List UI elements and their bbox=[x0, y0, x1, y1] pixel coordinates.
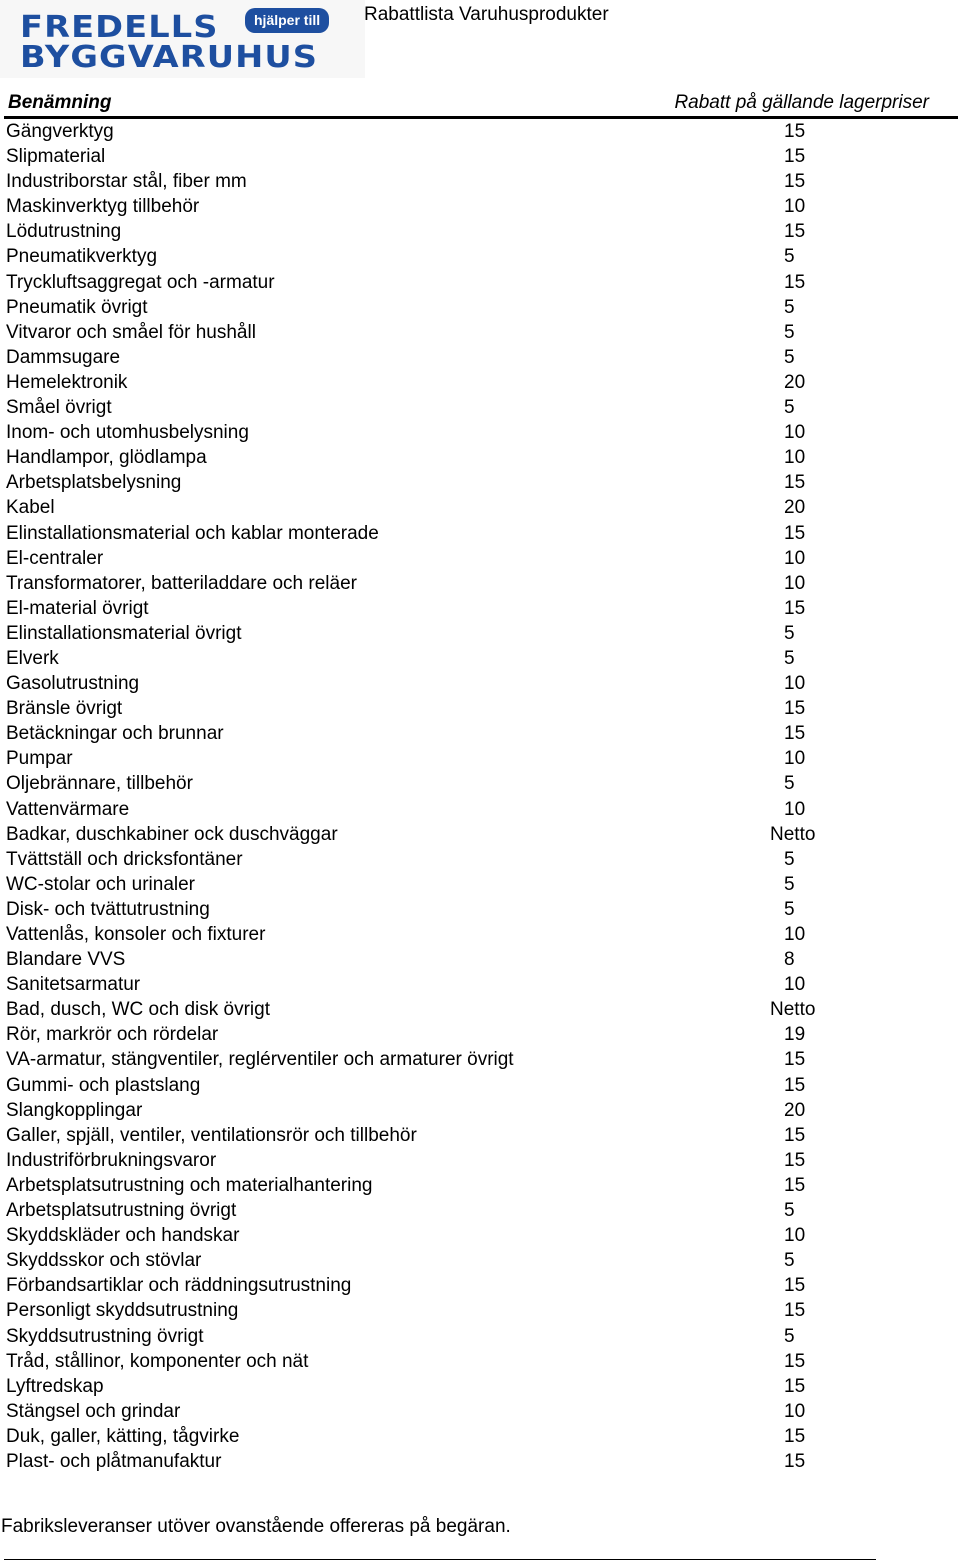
column-header-name: Benämning bbox=[8, 92, 112, 113]
discount-value: 15 bbox=[784, 1425, 806, 1447]
product-category-name: Skyddskläder och handskar bbox=[6, 1225, 240, 1247]
table-row bbox=[0, 470, 960, 495]
product-category-name: Skyddsutrustning övrigt bbox=[6, 1325, 204, 1347]
table-row bbox=[0, 1324, 960, 1349]
table-row bbox=[0, 1248, 960, 1273]
discount-value: 10 bbox=[784, 1400, 806, 1422]
product-category-name: Personligt skyddsutrustning bbox=[6, 1300, 239, 1322]
table-row bbox=[0, 495, 960, 520]
table-row bbox=[0, 1424, 960, 1449]
table-row bbox=[0, 270, 960, 295]
product-category-name: Handlampor, glödlampa bbox=[6, 447, 207, 469]
product-category-name: Elinstallationsmaterial övrigt bbox=[6, 622, 242, 644]
discount-value: 15 bbox=[784, 121, 806, 142]
product-category-name: Tvättställ och dricksfontäner bbox=[6, 848, 243, 870]
product-category-name: Maskinverktyg tillbehör bbox=[6, 196, 200, 218]
table-row bbox=[0, 119, 960, 144]
product-category-name: Slipmaterial bbox=[6, 146, 106, 168]
table-row bbox=[0, 1123, 960, 1148]
table-row bbox=[0, 746, 960, 771]
product-category-name: Tråd, stållinor, komponenter och nät bbox=[6, 1350, 309, 1372]
logo-tagline-badge: hjälper till bbox=[245, 8, 329, 33]
product-category-name: El-material övrigt bbox=[6, 597, 149, 619]
product-category-name: Elverk bbox=[6, 647, 59, 669]
product-category-name: VA-armatur, stängventiler, reglérventiler och armaturer övrigt bbox=[6, 1049, 514, 1071]
discount-value: 15 bbox=[784, 472, 806, 494]
table-row bbox=[0, 972, 960, 997]
product-category-name: Pneumatik övrigt bbox=[6, 296, 148, 318]
product-category-name: Plast- och plåtmanufaktur bbox=[6, 1450, 222, 1472]
table-row bbox=[0, 897, 960, 922]
product-category-name: Arbetsplatsbelysning bbox=[6, 472, 182, 494]
product-category-name: WC-stolar och urinaler bbox=[6, 873, 195, 895]
product-category-name: Gängverktyg bbox=[6, 121, 114, 142]
product-category-name: Dammsugare bbox=[6, 346, 121, 368]
discount-value: 15 bbox=[784, 171, 806, 193]
discount-value: 15 bbox=[784, 1124, 806, 1146]
discount-value: 15 bbox=[784, 597, 806, 619]
document-title: Rabattlista Varuhusprodukter bbox=[364, 4, 609, 25]
discount-value: 5 bbox=[784, 246, 795, 268]
table-row bbox=[0, 596, 960, 621]
discount-value: 19 bbox=[784, 1024, 806, 1046]
table-row bbox=[0, 771, 960, 796]
discount-value: 8 bbox=[784, 949, 795, 971]
table-row bbox=[0, 1148, 960, 1173]
product-category-name: Slangkopplingar bbox=[6, 1099, 143, 1121]
discount-value: 20 bbox=[784, 371, 806, 393]
discount-value: 10 bbox=[784, 748, 806, 770]
table-row bbox=[0, 721, 960, 746]
footer-divider bbox=[4, 1559, 876, 1560]
discount-value: 15 bbox=[784, 146, 806, 168]
product-category-name: Galler, spjäll, ventiler, ventilationsrör och tillbehör bbox=[6, 1124, 417, 1146]
discount-value: 5 bbox=[784, 346, 795, 368]
table-row bbox=[0, 1173, 960, 1198]
table-row bbox=[0, 1298, 960, 1323]
table-row bbox=[0, 144, 960, 169]
table-row bbox=[0, 847, 960, 872]
table-row bbox=[0, 1022, 960, 1047]
table-row bbox=[0, 947, 960, 972]
footer-note: Fabriksleveranser utöver ovanstående offereras på begäran. bbox=[1, 1516, 511, 1537]
discount-value: 15 bbox=[784, 1275, 806, 1297]
table-row bbox=[0, 1223, 960, 1248]
discount-value: 10 bbox=[784, 547, 806, 569]
table-row bbox=[0, 1449, 960, 1474]
product-category-name: Gasolutrustning bbox=[6, 673, 140, 695]
discount-value: 10 bbox=[784, 798, 806, 820]
table-row bbox=[0, 194, 960, 219]
product-category-name: Disk- och tvättutrustning bbox=[6, 898, 210, 920]
product-category-name: Blandare VVS bbox=[6, 949, 126, 971]
product-category-name: Industriförbrukningsvaror bbox=[6, 1149, 217, 1171]
discount-value: 10 bbox=[784, 974, 806, 996]
discount-value: 15 bbox=[784, 1350, 806, 1372]
table-row bbox=[0, 646, 960, 671]
table-row bbox=[0, 1198, 960, 1223]
table-row bbox=[0, 395, 960, 420]
discount-value: 5 bbox=[784, 1200, 795, 1222]
product-category-name: Betäckningar och brunnar bbox=[6, 723, 224, 745]
table-row bbox=[0, 345, 960, 370]
discount-value: 10 bbox=[784, 673, 806, 695]
discount-value: 5 bbox=[784, 1325, 795, 1347]
discount-value: 15 bbox=[784, 698, 806, 720]
table-row bbox=[0, 696, 960, 721]
product-category-name: Badkar, duschkabiner ock duschväggar bbox=[6, 823, 338, 845]
discount-value: 15 bbox=[784, 1375, 806, 1397]
discount-value: 15 bbox=[784, 1074, 806, 1096]
discount-value: 10 bbox=[784, 196, 806, 218]
product-category-name: Industriborstar stål, fiber mm bbox=[6, 171, 247, 193]
discount-value: Netto bbox=[770, 823, 816, 845]
discount-value: 10 bbox=[784, 924, 806, 945]
table-row bbox=[0, 219, 960, 244]
product-category-name: Stängsel och grindar bbox=[6, 1400, 181, 1422]
product-category-name: Arbetsplatsutrustning övrigt bbox=[6, 1200, 237, 1222]
discount-value: 15 bbox=[784, 1049, 806, 1071]
discount-value: 5 bbox=[784, 397, 795, 419]
discount-value: 20 bbox=[784, 1099, 806, 1121]
discount-value: 5 bbox=[784, 773, 795, 795]
table-row bbox=[0, 1349, 960, 1374]
product-category-name: Hemelektronik bbox=[6, 371, 128, 393]
discount-value: 15 bbox=[784, 723, 806, 745]
discount-value: 15 bbox=[784, 1149, 806, 1171]
table-row bbox=[0, 445, 960, 470]
table-row bbox=[0, 872, 960, 897]
product-category-name: Inom- och utomhusbelysning bbox=[6, 422, 249, 444]
product-category-name: Oljebrännare, tillbehör bbox=[6, 773, 193, 795]
discount-table bbox=[0, 119, 960, 1474]
discount-value: 15 bbox=[784, 1300, 806, 1322]
product-category-name: Kabel bbox=[6, 497, 55, 519]
product-category-name: Sanitetsarmatur bbox=[6, 974, 141, 996]
product-category-name: Vattenlås, konsoler och fixturer bbox=[6, 924, 266, 945]
table-row bbox=[0, 1273, 960, 1298]
logo-wordmark-line1: FREDELLS bbox=[20, 10, 219, 45]
table-row bbox=[0, 797, 960, 822]
table-row bbox=[0, 671, 960, 696]
product-category-name: Småel övrigt bbox=[6, 397, 112, 419]
discount-value: 5 bbox=[784, 321, 795, 343]
product-category-name: Pumpar bbox=[6, 748, 73, 770]
product-category-name: Elinstallationsmaterial och kablar monterade bbox=[6, 522, 379, 544]
discount-value: 15 bbox=[784, 1174, 806, 1196]
product-category-name: Rör, markrör och rördelar bbox=[6, 1024, 219, 1046]
discount-value: 20 bbox=[784, 497, 806, 519]
table-row bbox=[0, 621, 960, 646]
discount-value: 10 bbox=[784, 447, 806, 469]
discount-value: 10 bbox=[784, 1225, 806, 1247]
product-category-name: Transformatorer, batteriladdare och reläer bbox=[6, 572, 357, 594]
discount-value: 5 bbox=[784, 848, 795, 870]
product-category-name: Gummi- och plastslang bbox=[6, 1074, 201, 1096]
product-category-name: Arbetsplatsutrustning och materialhantering bbox=[6, 1174, 373, 1196]
table-row bbox=[0, 1399, 960, 1424]
discount-value: 15 bbox=[784, 1450, 806, 1472]
table-row bbox=[0, 521, 960, 546]
discount-value: 5 bbox=[784, 1250, 795, 1272]
discount-value: 5 bbox=[784, 622, 795, 644]
discount-value: 15 bbox=[784, 271, 806, 293]
discount-value: 15 bbox=[784, 221, 806, 243]
discount-value: 10 bbox=[784, 422, 806, 444]
table-row bbox=[0, 320, 960, 345]
table-row bbox=[0, 370, 960, 395]
discount-value: 5 bbox=[784, 873, 795, 895]
table-row bbox=[0, 1047, 960, 1072]
product-category-name: Bränsle övrigt bbox=[6, 698, 123, 720]
discount-value: 5 bbox=[784, 898, 795, 920]
table-row bbox=[0, 1374, 960, 1399]
discount-value: 15 bbox=[784, 522, 806, 544]
table-row bbox=[0, 169, 960, 194]
discount-value: 10 bbox=[784, 572, 806, 594]
product-category-name: Skyddsskor och stövlar bbox=[6, 1250, 202, 1272]
product-category-name: Pneumatikverktyg bbox=[6, 246, 158, 268]
table-row bbox=[0, 571, 960, 596]
table-row bbox=[0, 420, 960, 445]
product-category-name: Lödutrustning bbox=[6, 221, 122, 243]
table-row bbox=[0, 997, 960, 1022]
product-category-name: Lyftredskap bbox=[6, 1375, 104, 1397]
product-category-name: Tryckluftsaggregat och -armatur bbox=[6, 271, 275, 293]
table-row bbox=[0, 822, 960, 847]
table-row bbox=[0, 1073, 960, 1098]
table-row bbox=[0, 922, 960, 947]
column-header-discount: Rabatt på gällande lagerpriser bbox=[674, 92, 929, 113]
product-category-name: Vattenvärmare bbox=[6, 798, 130, 820]
table-row bbox=[0, 244, 960, 269]
discount-value: 5 bbox=[784, 647, 795, 669]
discount-value: Netto bbox=[770, 999, 816, 1021]
company-logo bbox=[0, 0, 365, 78]
product-category-name: Bad, dusch, WC och disk övrigt bbox=[6, 999, 270, 1021]
product-category-name: Förbandsartiklar och räddningsutrustning bbox=[6, 1275, 352, 1297]
discount-value: 5 bbox=[784, 296, 795, 318]
table-row bbox=[0, 546, 960, 571]
table-row bbox=[0, 295, 960, 320]
product-category-name: El-centraler bbox=[6, 547, 104, 569]
table-row bbox=[0, 1098, 960, 1123]
logo-wordmark-line2: BYGGVARUHUS bbox=[20, 40, 319, 75]
product-category-name: Duk, galler, kätting, tågvirke bbox=[6, 1425, 240, 1447]
product-category-name: Vitvaror och småel för hushåll bbox=[6, 321, 256, 343]
